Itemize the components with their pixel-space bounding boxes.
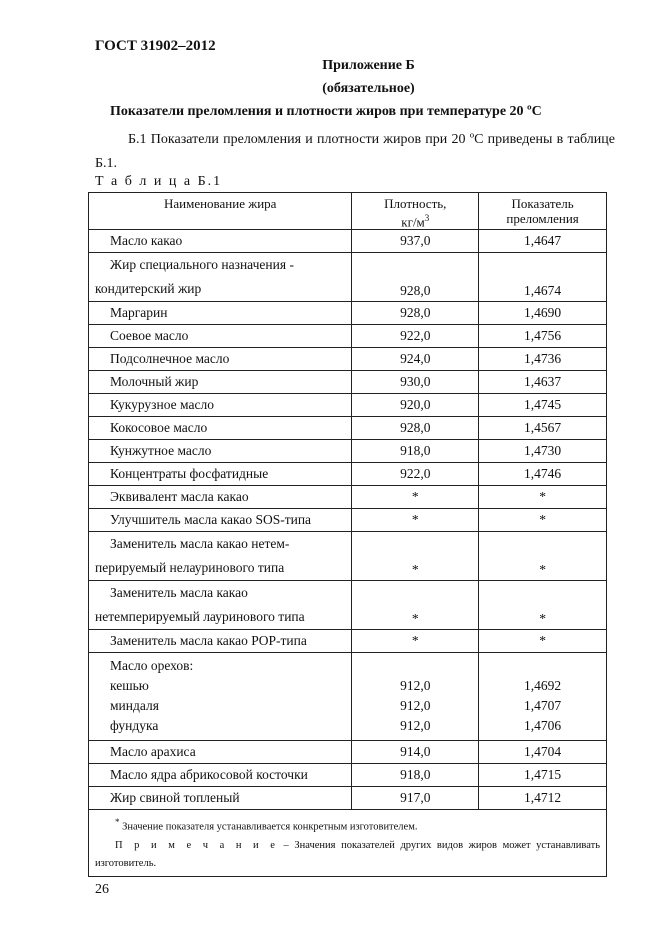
- row-density: [352, 653, 479, 741]
- row-density: 920,0: [352, 394, 479, 417]
- table-row: [89, 486, 607, 509]
- table-row: [89, 581, 607, 630]
- nuts-group-label: Масло орехов:: [110, 658, 194, 674]
- header-refraction: [479, 193, 607, 230]
- row-density: 922,0: [352, 463, 479, 486]
- row-refraction: *: [479, 486, 607, 509]
- table-row: [89, 463, 607, 486]
- note-text: – Значения показателей других видов жиров может устанавливать изготовитель.: [95, 839, 600, 869]
- table-row: [89, 764, 607, 787]
- table-row: [89, 371, 607, 394]
- nuts-item-density: 912,0: [400, 698, 431, 714]
- row-name: Кунжутное масло: [89, 440, 352, 463]
- row-density: 917,0: [352, 787, 479, 810]
- row-density: *: [352, 630, 479, 653]
- footnote-text: Значение показателя устанавливается конкретным изготовителем.: [122, 821, 418, 833]
- row-density: 918,0: [352, 440, 479, 463]
- table-row: [89, 302, 607, 325]
- table-row: [89, 417, 607, 440]
- row-refraction: *: [479, 532, 607, 581]
- row-refraction: 1,4756: [479, 325, 607, 348]
- header-density-sup: 3: [424, 213, 430, 223]
- note-line: [95, 837, 600, 873]
- row-name: Масло какао: [89, 230, 352, 253]
- row-density: 924,0: [352, 348, 479, 371]
- page-number: 26: [95, 882, 109, 897]
- table-row: [89, 630, 607, 653]
- header-name-text: Наименование жира: [163, 196, 277, 211]
- row-refraction: 1,4647: [479, 230, 607, 253]
- footnote-star: *: [115, 817, 120, 828]
- header-refraction-line2: преломления: [506, 211, 579, 226]
- row-name-line2: кондитерский жир: [95, 281, 202, 297]
- row-refraction: [479, 653, 607, 741]
- row-name: Молочный жир: [89, 371, 352, 394]
- nuts-item-density: 912,0: [400, 718, 431, 734]
- row-name: Заменитель масла какао POP-типа: [89, 630, 352, 653]
- row-density: 922,0: [352, 325, 479, 348]
- nuts-item-density: 912,0: [400, 678, 431, 694]
- row-density: 928,0: [352, 302, 479, 325]
- header-density: [352, 193, 479, 230]
- table-caption: Т а б л и ц а Б.1: [95, 174, 223, 189]
- row-name-line1: Заменитель масла какао: [110, 585, 248, 601]
- table-row: [89, 532, 607, 581]
- row-density: 918,0: [352, 764, 479, 787]
- nuts-item-refraction: 1,4706: [524, 718, 562, 734]
- row-refraction: 1,4637: [479, 371, 607, 394]
- table-row: [89, 741, 607, 764]
- header-name: [89, 193, 352, 230]
- row-name: Кокосовое масло: [89, 417, 352, 440]
- row-name: [89, 253, 352, 302]
- intro-paragraph: Б.1 Показатели преломления и плотности жиров при 20 ºС приведены в таблице Б.1.: [95, 132, 615, 171]
- nuts-item-refraction: 1,4707: [524, 698, 562, 714]
- row-refraction: 1,4674: [479, 253, 607, 302]
- fats-properties-table: [88, 192, 607, 877]
- table-row-nuts: [89, 653, 607, 741]
- nuts-item-name: миндаля: [110, 698, 159, 714]
- nuts-item-refraction: 1,4692: [524, 678, 562, 694]
- row-name-line1: Жир специального назначения -: [110, 257, 294, 273]
- table-row: [89, 325, 607, 348]
- document-standard-code: ГОСТ 31902–2012: [95, 38, 216, 54]
- table-row: [89, 787, 607, 810]
- row-density: 928,0: [352, 253, 479, 302]
- table-row: [89, 348, 607, 371]
- nuts-item-name: кешью: [110, 678, 149, 694]
- row-refraction: 1,4730: [479, 440, 607, 463]
- row-density: *: [352, 486, 479, 509]
- row-refraction: 1,4690: [479, 302, 607, 325]
- row-name: [89, 581, 352, 630]
- row-density: *: [352, 581, 479, 630]
- row-name: Улучшитель масла какао SOS-типа: [89, 509, 352, 532]
- row-refraction: 1,4712: [479, 787, 607, 810]
- table-row: [89, 253, 607, 302]
- row-refraction: 1,4746: [479, 463, 607, 486]
- row-name: Соевое масло: [89, 325, 352, 348]
- row-density: 914,0: [352, 741, 479, 764]
- table-header-row: [89, 193, 607, 230]
- row-name: Масло арахиса: [89, 741, 352, 764]
- row-name: [89, 532, 352, 581]
- row-name: Жир свиной топленый: [89, 787, 352, 810]
- header-refraction-line1: Показатель: [511, 196, 574, 211]
- appendix-type: (обязательное): [322, 81, 415, 96]
- row-refraction: *: [479, 509, 607, 532]
- row-name: Масло ядра абрикосовой косточки: [89, 764, 352, 787]
- row-density: 928,0: [352, 417, 479, 440]
- header-density-unit: кг/м: [401, 214, 425, 230]
- row-name: Эквивалент масла какао: [89, 486, 352, 509]
- row-refraction: *: [479, 581, 607, 630]
- row-density: 930,0: [352, 371, 479, 394]
- row-density: 937,0: [352, 230, 479, 253]
- header-density-text: Плотность,: [384, 196, 447, 211]
- row-name: Маргарин: [89, 302, 352, 325]
- table-row: [89, 394, 607, 417]
- row-refraction: 1,4704: [479, 741, 607, 764]
- row-name: Концентраты фосфатидные: [89, 463, 352, 486]
- row-name-line2: нетемперируемый лауринового типа: [95, 609, 305, 625]
- row-refraction: *: [479, 630, 607, 653]
- row-name: [89, 653, 352, 741]
- row-name: Кукурузное масло: [89, 394, 352, 417]
- nuts-item-name: фундука: [110, 718, 159, 734]
- table-row: [89, 509, 607, 532]
- row-refraction: 1,4715: [479, 764, 607, 787]
- row-name: Подсолнечное масло: [89, 348, 352, 371]
- table-row: [89, 440, 607, 463]
- table-footer-row: [89, 810, 607, 877]
- row-name-line2: перируемый нелауринового типа: [95, 560, 285, 576]
- row-refraction: 1,4567: [479, 417, 607, 440]
- note-label: П р и м е ч а н и е: [115, 839, 278, 851]
- table-footnotes: [89, 810, 607, 877]
- row-name-line1: Заменитель масла какао нетем-: [110, 536, 290, 552]
- row-refraction: 1,4745: [479, 394, 607, 417]
- row-refraction: 1,4736: [479, 348, 607, 371]
- row-density: *: [352, 509, 479, 532]
- appendix-title: Приложение Б: [322, 58, 415, 73]
- appendix-heading: Показатели преломления и плотности жиров при температуре 20 ºС: [110, 104, 542, 119]
- table-row: [89, 230, 607, 253]
- footnote-line: [95, 813, 600, 837]
- row-density: *: [352, 532, 479, 581]
